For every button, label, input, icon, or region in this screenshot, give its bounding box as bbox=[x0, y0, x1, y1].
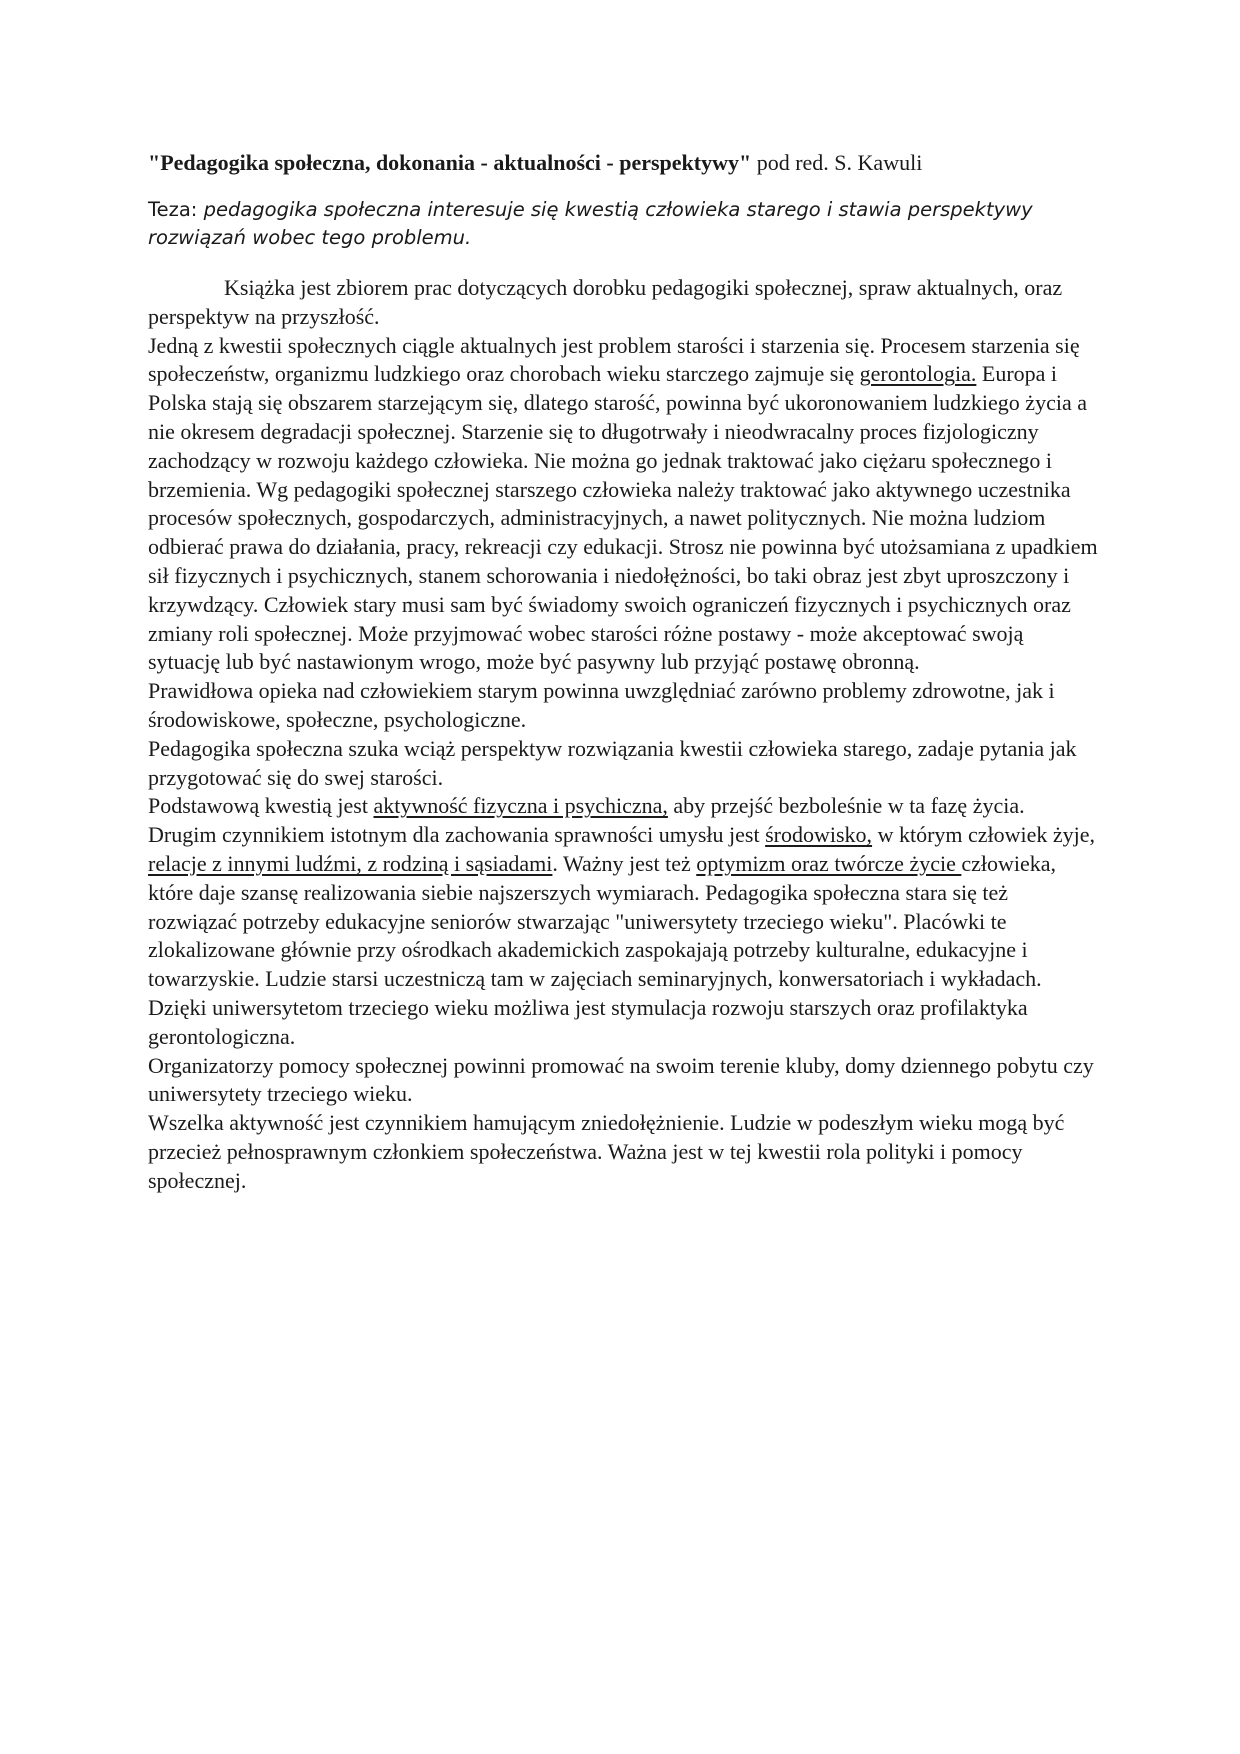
paragraph-2-part-b: Europa i Polska stają się obszarem starzejącym się, dlatego starość, powinna być ukoronowaniem ludzkiego życia a nie okresem degradacji społecznej. Starzenie się to długotrwały i nieodwracalny proces fizjologiczny zachodzący w rozwoju każdego człowieka. Nie można go jednak traktować jako ciężaru społecznego i brzemienia. Wg pedagogiki społecznej starszego człowieka należy traktować jako aktywnego uczestnika procesów społecznych, gospodarczych, administracyjnych, a nawet politycznych. Nie można ludziom odbierać prawa do działania, pracy, rekreacji czy edukacji. Strosz nie powinna być utożsamiana z upadkiem sił fizycznych i psychicznych, stanem schorowania i niedołężności, bo taki obraz jest zbyt uproszczony i krzywdzący. Człowiek stary musi sam być świadomy swoich ograniczeń fizycznych i psychicznych oraz zmiany roli społecznej. Może przyjmować wobec starości różne postawy - może akceptować swoją sytuację lub być nastawionym wrogo, może być pasywny lub przyjąć postawę obronną. bbox=[148, 361, 1098, 675]
underlined-relacje: relacje z innymi ludźmi, z rodziną i sąsiadami bbox=[148, 850, 553, 876]
paragraph-5-part-e: człowieka, które daje szansę realizowania siebie najszerszych wymiarach. Pedagogika społeczna stara się też rozwiązać potrzeby edukacyjne seniorów stwarzając "uniwersytety trzeciego wieku". Placówki te zlokalizowane głównie przy ośrodkach akademickich zaspokajają potrzeby kulturalne, edukacyjne i towarzyskie. Ludzie starsi uczestniczą tam w zajęciach seminaryjnych, konwersatoriach i wykładach. Dzięki uniwersytetom trzeciego wieku możliwa jest stymulacja rozwoju starszych oraz profilaktyka gerontologiczna. bbox=[148, 850, 1057, 1049]
title-editor: pod red. S. Kawuli bbox=[751, 150, 923, 175]
underlined-optymizm: optymizm oraz twórcze życie bbox=[696, 850, 962, 876]
paragraph-3: Prawidłowa opieka nad człowiekiem starym powinna uwzględniać zarówno problemy zdrowotne, jak i środowiskowe, społeczne, psychologiczne. bbox=[148, 678, 1055, 732]
thesis-text: pedagogika społeczna interesuje się kwestią człowieka starego i stawia perspektywy rozwiązań wobec tego problemu. bbox=[148, 198, 1033, 249]
document-page bbox=[148, 148, 1098, 1196]
underlined-srodowisko: środowisko, bbox=[765, 822, 873, 848]
paragraph-5-part-c: w którym człowiek żyje, bbox=[872, 822, 1096, 848]
paragraph-2 bbox=[148, 332, 1098, 678]
paragraph-5-part-d: . Ważny jest też bbox=[552, 850, 697, 876]
thesis bbox=[148, 196, 1098, 252]
paragraph-4: Pedagogika społeczna szuka wciąż perspektyw rozwiązania kwestii człowieka starego, zadaje pytania jak przygotować się do swej starości. bbox=[148, 735, 1077, 790]
underlined-aktywnosc: aktywność fizyczna i psychiczna, bbox=[373, 793, 668, 819]
underlined-gerontologia: gerontologia. bbox=[859, 361, 977, 387]
document-title bbox=[148, 148, 1098, 178]
paragraph-7: Wszelka aktywność jest czynnikiem hamującym zniedołężnienie. Ludzie w podeszłym wieku mogą być przecież pełnosprawnym członkiem społeczeństwa. Ważna jest w tej kwestii rola polityki i pomocy społecznej. bbox=[148, 1110, 1065, 1193]
paragraph-5-part-b: aby przejść bezboleśnie w ta fazę życia. Drugim czynnikiem istotnym dla zachowania sprawności umysłu jest bbox=[148, 793, 1025, 848]
paragraph-5 bbox=[148, 792, 1098, 1051]
thesis-label: Teza: bbox=[148, 198, 204, 221]
paragraph-2-part-a: Jedną z kwestii społecznych ciągle aktualnych jest problem starości i starzenia się. Procesem starzenia się społeczeństw, organizmu ludzkiego oraz chorobach wieku starczego zajmuje się bbox=[148, 332, 1080, 387]
title-bold: "Pedagogika społeczna, dokonania - aktualności - perspektywy" bbox=[148, 150, 752, 175]
paragraph-6: Organizatorzy pomocy społecznej powinni promować na swoim terenie kluby, domy dziennego pobytu czy uniwersytety trzeciego wieku. bbox=[148, 1052, 1094, 1107]
paragraph-5-part-a: Podstawową kwestią jest bbox=[148, 793, 374, 819]
document-body bbox=[148, 274, 1098, 1196]
paragraph-1: Książka jest zbiorem prac dotyczących dorobku pedagogiki społecznej, spraw aktualnych, oraz perspektyw na przyszłość. bbox=[148, 275, 1063, 329]
